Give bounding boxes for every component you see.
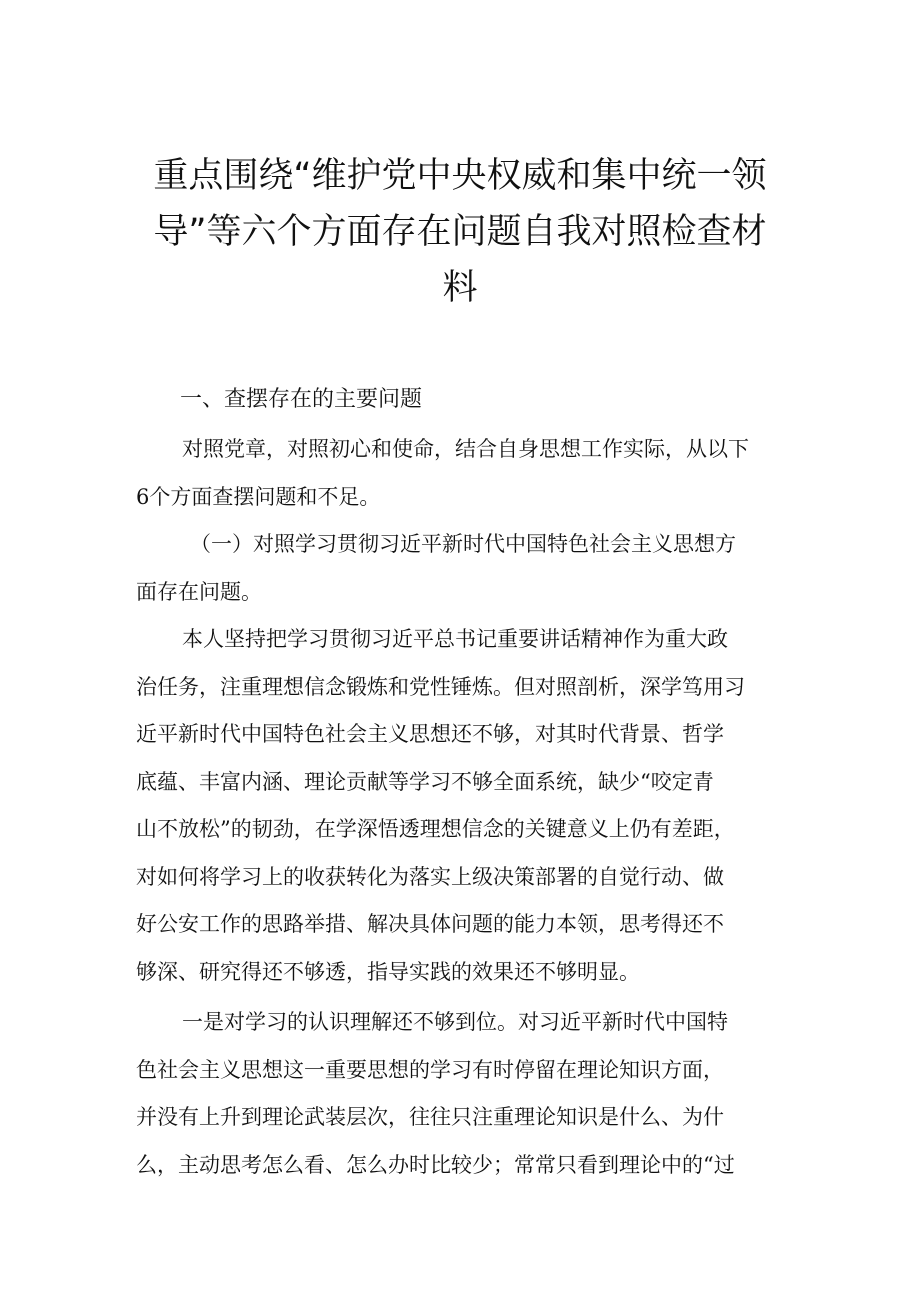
paragraph-line: 底蕴、丰富内涵、理论贡献等学习不够全面系统，缺少“咬定青 (136, 769, 714, 794)
title-line: 料 (442, 268, 478, 308)
paragraph-line: 面存在问题。 (136, 579, 262, 604)
paragraph-line: 治任务，注重理想信念锻炼和党性锤炼。但对照剖析，深学笃用习 (136, 674, 745, 699)
paragraph-line: 6个方面查摆问题和不足。 (136, 484, 381, 509)
paragraph-line: 对如何将学习上的收获转化为落实上级决策部署的自觉行动、做 (136, 864, 724, 889)
section-heading: 一、查摆存在的主要问题 (180, 387, 423, 412)
title-line: 重点围绕“维护党中央权威和集中统一领 (153, 156, 767, 196)
paragraph-line: 一是对学习的认识理解还不够到位。对习近平新时代中国特 (182, 1010, 728, 1034)
paragraph-line: 本人坚持把学习贯彻习近平总书记重要讲话精神作为重大政 (182, 627, 728, 651)
document-title (130, 148, 790, 316)
paragraph-line: 山不放松”的韧劲，在学深悟透理想信念的关键意义上仍有差距， (136, 817, 735, 841)
paragraph-line: （一）对照学习贯彻习近平新时代中国特色社会主义思想方 (190, 532, 736, 556)
paragraph-line: 么，主动思考怎么看、怎么办时比较少；常常只看到理论中的“过 (136, 1152, 735, 1177)
paragraph-line: 够深、研究得还不够透，指导实践的效果还不够明显。 (136, 959, 640, 984)
paragraph-line: 对照党章，对照初心和使命，结合自身思想工作实际，从以下 (182, 437, 749, 461)
paragraph-line: 近平新时代中国特色社会主义思想还不够，对其时代背景、哲学 (136, 722, 724, 746)
paragraph-line: 并没有上升到理论武装层次，往往只注重理论知识是什么、为什 (136, 1105, 724, 1129)
title-line: 导”等六个方面存在问题自我对照检查材 (153, 212, 767, 252)
paragraph-point-one (136, 999, 800, 1189)
paragraph-line: 好公安工作的思路举措、解决具体问题的能力本领，思考得还不 (136, 912, 724, 936)
paragraph-intro (136, 426, 800, 521)
paragraph-self-assessment (136, 616, 800, 996)
paragraph-line: 色社会主义思想这一重要思想的学习有时停留在理论知识方面， (136, 1057, 724, 1082)
subsection-heading (136, 521, 800, 616)
